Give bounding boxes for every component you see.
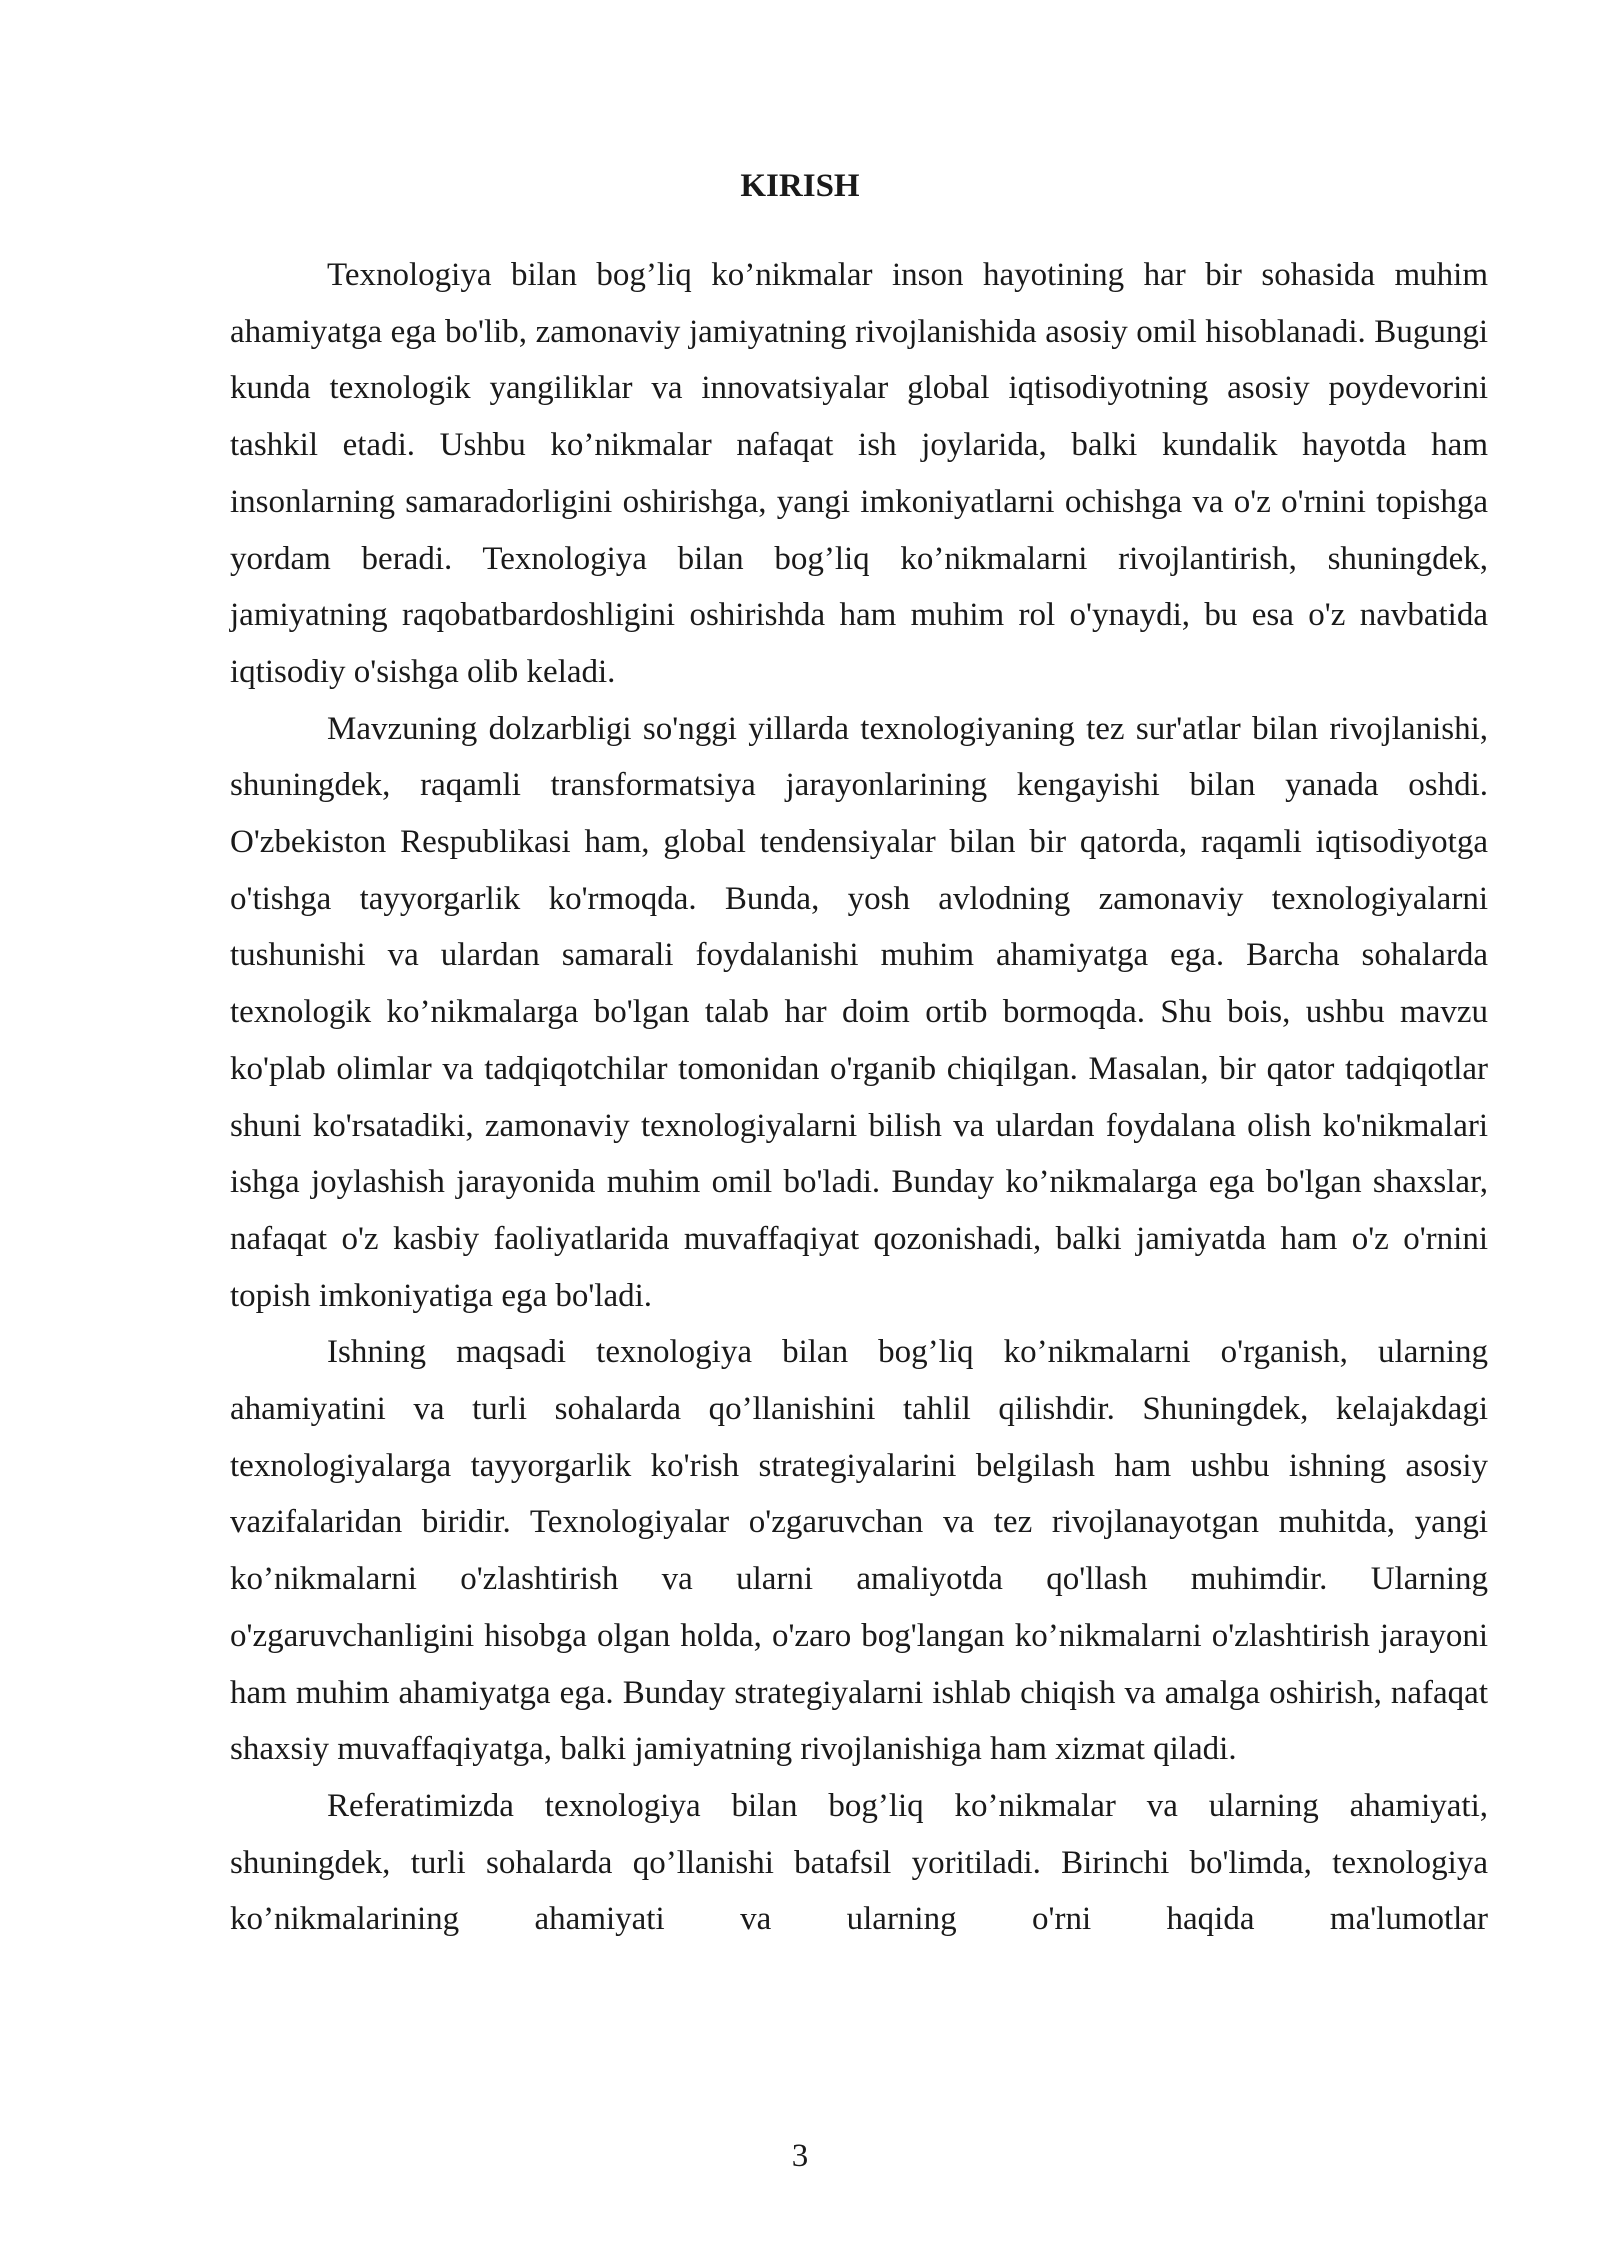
paragraph-goal: Ishning maqsadi texnologiya bilan bog’liq ko’nikmalarni o'rganish, ularning ahamiyatini va turli sohalarda qo’llanishini tahlil qilishdir. Shuningdek, kelajakdagi texnologiyalarga tayyorgarlik ko'rish strategiyalarini belgilash ham ushbu ishning asosiy vazifalaridan biridir. Texnologiyalar o'zgaruvchan va tez rivojlanayotgan muhitda, yangi ko’nikmalarni o'zlashtirish va ularni amaliyotda qo'llash muhimdir. Ularning o'zgaruvchanligini hisobga olgan holda, o'zaro bog'langan ko’nikmalarni o'zlashtirish jarayoni ham muhim ahamiyatga ega. Bunday strategiyalarni ishlab chiqish va amalga oshirish, nafaqat shaxsiy muvaffaqiyatga, balki jamiyatning rivojlanishiga ham xizmat qiladi. — [230, 1334, 1488, 1768]
page-number: 3 — [791, 2138, 809, 2174]
paragraph-structure: Referatimizda texnologiya bilan bog’liq ko’nikmalar va ularning ahamiyati, shuningdek, turli sohalarda qo’llanishi batafsil yoritiladi. Birinchi bo'limda, texnologiya ko’nikmalarining ahamiyati va ularning o'rni haqida ma'lumotlar — [230, 1787, 1488, 1938]
paragraph-intro: Texnologiya bilan bog’liq ko’nikmalar inson hayotining har bir sohasida muhim ahamiyatga ega bo'lib, zamonaviy jamiyatning rivojlanishida asosiy omil hisoblanadi. Bugungi kunda texnologik yangiliklar va innovatsiyalar global iqtisodiyotning asosiy poydevorini tashkil etadi. Ushbu ko’nikmalar nafaqat ish joylarida, balki kundalik hayotda ham insonlarning samaradorligini oshirishga, yangi imkoniyatlarni ochishga va o'z o'rnini topishga yordam beradi. Texnologiya bilan bog’liq ko’nikmalarni rivojlantirish, shuningdek, jamiyatning raqobatbardoshligini oshirishda ham muhim rol o'ynaydi, bu esa o'z navbatida iqtisodiy o'sishga olib keladi. — [230, 257, 1488, 690]
body-text — [230, 247, 1488, 1948]
paragraph-relevance: Mavzuning dolzarbligi so'nggi yillarda texnologiyaning tez sur'atlar bilan rivojlanishi, shuningdek, raqamli transformatsiya jarayonlarining kengayishi bilan yanada oshdi. O'zbekiston Respublikasi ham, global tendensiyalar bilan bir qatorda, raqamli iqtisodiyotga o'tishga tayyorgarlik ko'rmoqda. Bunda, yosh avlodning zamonaviy texnologiyalarni tushunishi va ulardan samarali foydalanishi muhim ahamiyatga ega. Barcha sohalarda texnologik ko’nikmalarga bo'lgan talab har doim ortib bormoqda. Shu bois, ushbu mavzu ko'plab olimlar va tadqiqotchilar tomonidan o'rganib chiqilgan. Masalan, bir qator tadqiqotlar shuni ko'rsatadiki, zamonaviy texnologiyalarni bilish va ulardan foydalana olish ko'nikmalari ishga joylashish jarayonida muhim omil bo'ladi. Bunday ko’nikmalarga ega bo'lgan shaxslar, nafaqat o'z kasbiy faoliyatlarida muvaffaqiyat qozonishadi, balki jamiyatda ham o'z o'rnini topish imkoniyatiga ega bo'ladi. — [230, 710, 1488, 1314]
section-heading: KIRISH — [740, 168, 860, 204]
